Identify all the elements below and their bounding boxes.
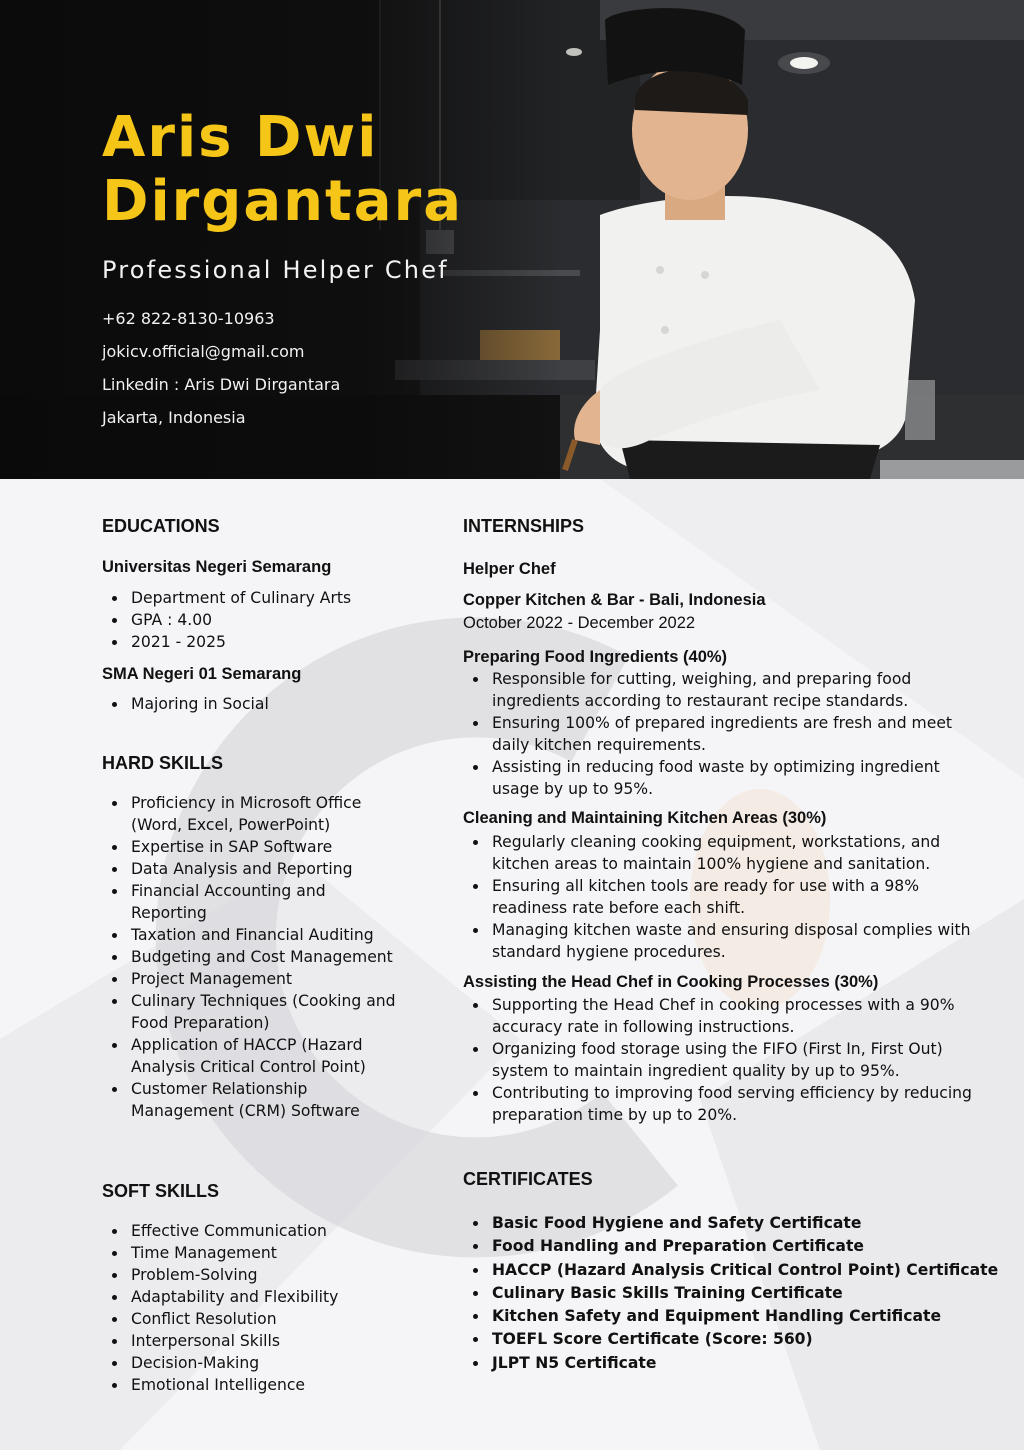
list-item: Responsible for cutting, weighing, and preparing food ingredients according to restaurant recipe standards. — [463, 668, 978, 712]
email-address: jokicv.official@gmail.com — [102, 342, 305, 361]
duty-group-heading: Preparing Food Ingredients (40%) — [463, 648, 728, 666]
list-item: Organizing food storage using the FIFO (First In, First Out) system to maintain ingredient quality by up to 95%. — [463, 1038, 978, 1082]
list-item: Department of Culinary Arts — [102, 587, 422, 609]
phone-number: +62 822-8130-10963 — [102, 309, 275, 328]
location: Jakarta, Indonesia — [102, 408, 246, 427]
list-item: JLPT N5 Certificate — [463, 1352, 1003, 1375]
list-item: Budgeting and Cost Management — [102, 946, 402, 968]
list-item: Emotional Intelligence — [102, 1374, 422, 1396]
duty-group-heading: Cleaning and Maintaining Kitchen Areas (30%) — [463, 809, 827, 827]
certificates-list — [463, 1212, 1003, 1375]
list-item: Financial Accounting and Reporting — [102, 880, 402, 924]
list-item: Majoring in Social — [102, 693, 422, 715]
list-item: Effective Communication — [102, 1220, 422, 1242]
list-item: Managing kitchen waste and ensuring disposal complies with standard hygiene procedures. — [463, 919, 978, 963]
hard-skills-list — [102, 792, 402, 1122]
header-banner — [0, 0, 1024, 479]
school-details — [102, 587, 422, 653]
duty-list — [463, 831, 978, 963]
school-name: Universitas Negeri Semarang — [102, 558, 332, 576]
list-item: Supporting the Head Chef in cooking processes with a 90% accuracy rate in following instructions. — [463, 994, 978, 1038]
school-name: SMA Negeri 01 Semarang — [102, 665, 302, 683]
list-item: 2021 - 2025 — [102, 631, 422, 653]
duty-list — [463, 668, 978, 800]
list-item: Time Management — [102, 1242, 422, 1264]
list-item: Kitchen Safety and Equipment Handling Certificate — [463, 1305, 1003, 1328]
list-item: Adaptability and Flexibility — [102, 1286, 422, 1308]
list-item: Taxation and Financial Auditing — [102, 924, 402, 946]
internship-period: October 2022 - December 2022 — [463, 614, 696, 632]
internship-company: Copper Kitchen & Bar - Bali, Indonesia — [463, 591, 766, 609]
list-item: Ensuring 100% of prepared ingredients are fresh and meet daily kitchen requirements. — [463, 712, 978, 756]
list-item: Culinary Techniques (Cooking and Food Preparation) — [102, 990, 402, 1034]
list-item: Regularly cleaning cooking equipment, workstations, and kitchen areas to maintain 100% hygiene and sanitation. — [463, 831, 978, 875]
name-first-line: Aris Dwi — [102, 105, 379, 170]
resume-body — [0, 479, 1024, 1450]
duty-list — [463, 994, 978, 1126]
internships-title: INTERNSHIPS — [463, 516, 585, 536]
list-item: Customer Relationship Management (CRM) Software — [102, 1078, 402, 1122]
list-item: GPA : 4.00 — [102, 609, 422, 631]
list-item: TOEFL Score Certificate (Score: 560) — [463, 1328, 1003, 1351]
list-item: Application of HACCP (Hazard Analysis Critical Control Point) — [102, 1034, 402, 1078]
list-item: Expertise in SAP Software — [102, 836, 402, 858]
list-item: Problem-Solving — [102, 1264, 422, 1286]
job-role: Professional Helper Chef — [102, 256, 449, 284]
school-details — [102, 693, 422, 715]
list-item: Proficiency in Microsoft Office (Word, Excel, PowerPoint) — [102, 792, 402, 836]
list-item: Conflict Resolution — [102, 1308, 422, 1330]
soft-skills-title: SOFT SKILLS — [102, 1181, 219, 1201]
list-item: Food Handling and Preparation Certificate — [463, 1235, 1003, 1258]
linkedin-link[interactable]: Linkedin : Aris Dwi Dirgantara — [102, 375, 341, 394]
list-item: Project Management — [102, 968, 402, 990]
list-item: Culinary Basic Skills Training Certificate — [463, 1282, 1003, 1305]
list-item: HACCP (Hazard Analysis Critical Control Point) Certificate — [463, 1259, 1003, 1282]
list-item: Ensuring all kitchen tools are ready for use with a 98% readiness rate before each shift. — [463, 875, 978, 919]
list-item: Basic Food Hygiene and Safety Certificate — [463, 1212, 1003, 1235]
duty-group-heading: Assisting the Head Chef in Cooking Processes (30%) — [463, 973, 879, 991]
certificates-title: CERTIFICATES — [463, 1169, 593, 1189]
list-item: Interpersonal Skills — [102, 1330, 422, 1352]
list-item: Data Analysis and Reporting — [102, 858, 402, 880]
contact-info — [102, 302, 582, 434]
header-text — [102, 106, 582, 434]
internship-position: Helper Chef — [463, 560, 556, 578]
list-item: Contributing to improving food serving efficiency by reducing preparation time by up to 20%. — [463, 1082, 978, 1126]
list-item: Assisting in reducing food waste by optimizing ingredient usage by up to 95%. — [463, 756, 978, 800]
candidate-name — [102, 106, 582, 234]
hard-skills-title: HARD SKILLS — [102, 753, 223, 773]
name-second-line: Dirgantara — [102, 169, 464, 234]
soft-skills-list — [102, 1220, 422, 1396]
educations-title: EDUCATIONS — [102, 516, 220, 536]
list-item: Decision-Making — [102, 1352, 422, 1374]
